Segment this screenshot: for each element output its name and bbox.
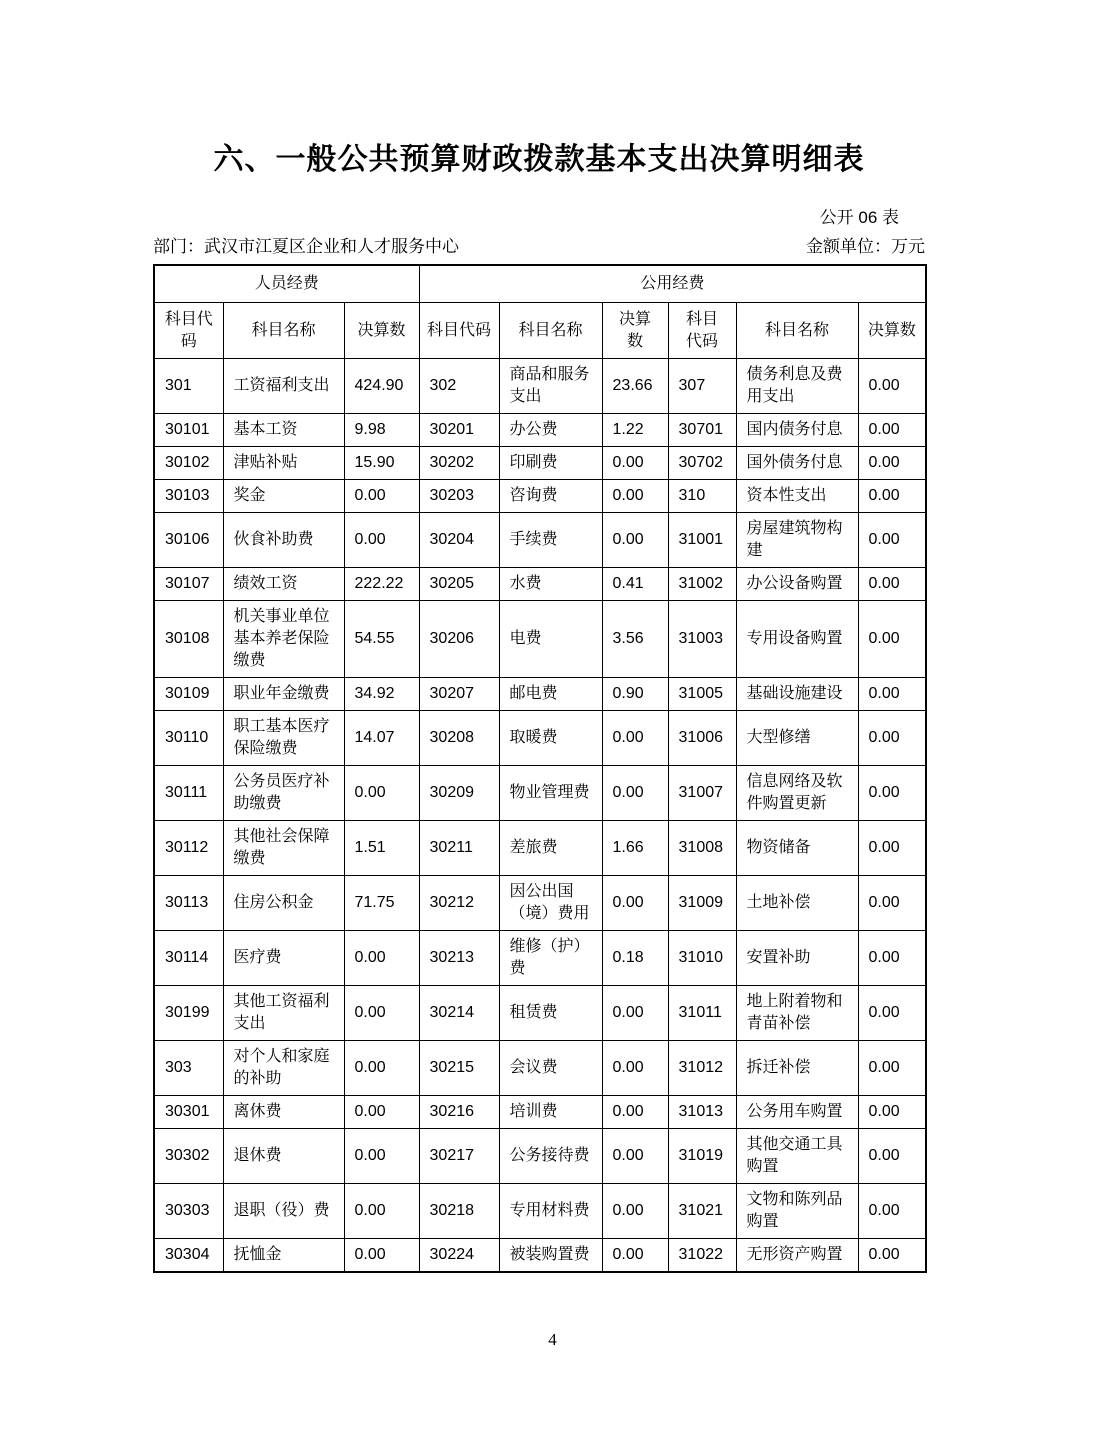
final-amount-cell: 0.00 — [602, 1239, 668, 1273]
subject-code-cell: 31010 — [668, 931, 736, 986]
subject-name-cell: 安置补助 — [736, 931, 858, 986]
subject-code-cell: 30110 — [154, 711, 223, 766]
subject-code-cell: 30302 — [154, 1129, 223, 1184]
table-row — [154, 359, 926, 414]
subject-name-cell: 其他交通工具购置 — [736, 1129, 858, 1184]
subject-name-cell: 文物和陈列品购置 — [736, 1184, 858, 1239]
page-title: 六、一般公共预算财政拨款基本支出决算明细表 — [213, 143, 865, 176]
table-row — [154, 931, 926, 986]
table-row — [154, 1041, 926, 1096]
final-amount-cell: 0.00 — [858, 480, 926, 513]
table-row — [154, 480, 926, 513]
subject-code-cell: 303 — [154, 1041, 223, 1096]
subject-code-cell: 31008 — [668, 821, 736, 876]
final-amount-cell: 0.00 — [602, 1096, 668, 1129]
subject-name-cell: 房屋建筑物构建 — [736, 513, 858, 568]
group-header-row — [154, 265, 926, 303]
subject-code-cell: 31002 — [668, 568, 736, 601]
final-amount-cell: 0.00 — [858, 766, 926, 821]
final-amount-cell: 1.66 — [602, 821, 668, 876]
subject-code-cell: 31013 — [668, 1096, 736, 1129]
subject-name-cell: 租赁费 — [499, 986, 602, 1041]
subject-name-cell: 奖金 — [223, 480, 344, 513]
subject-name-cell: 退职（役）费 — [223, 1184, 344, 1239]
header-subject-name-1: 科目名称 — [223, 303, 344, 359]
subject-code-cell: 30216 — [419, 1096, 499, 1129]
subject-code-cell: 30109 — [154, 678, 223, 711]
final-amount-cell: 0.00 — [858, 568, 926, 601]
subject-name-cell: 培训费 — [499, 1096, 602, 1129]
header-subject-name-2: 科目名称 — [499, 303, 602, 359]
subject-code-cell: 30701 — [668, 414, 736, 447]
subject-name-cell: 职业年金缴费 — [223, 678, 344, 711]
subject-name-cell: 差旅费 — [499, 821, 602, 876]
amount-unit-label: 金额单位：万元 — [806, 237, 925, 256]
subject-code-cell: 30111 — [154, 766, 223, 821]
subject-code-cell: 307 — [668, 359, 736, 414]
subject-code-cell: 30303 — [154, 1184, 223, 1239]
subject-name-cell: 取暖费 — [499, 711, 602, 766]
header-subject-code-3: 科目代码 — [668, 303, 736, 359]
final-amount-cell: 54.55 — [344, 601, 419, 678]
subject-code-cell: 30108 — [154, 601, 223, 678]
subject-code-cell: 30224 — [419, 1239, 499, 1273]
table-row — [154, 876, 926, 931]
subject-name-cell: 咨询费 — [499, 480, 602, 513]
subject-name-cell: 其他社会保障缴费 — [223, 821, 344, 876]
subject-name-cell: 地上附着物和青苗补偿 — [736, 986, 858, 1041]
header-subject-code-2: 科目代码 — [419, 303, 499, 359]
final-amount-cell: 0.00 — [602, 1129, 668, 1184]
final-amount-cell: 0.00 — [602, 1184, 668, 1239]
subject-code-cell: 30301 — [154, 1096, 223, 1129]
subject-name-cell: 因公出国（境）费用 — [499, 876, 602, 931]
table-row — [154, 447, 926, 480]
final-amount-cell: 0.00 — [858, 876, 926, 931]
final-amount-cell: 0.00 — [344, 1129, 419, 1184]
subject-code-cell: 30212 — [419, 876, 499, 931]
final-amount-cell: 0.00 — [344, 766, 419, 821]
final-amount-cell: 0.00 — [858, 1041, 926, 1096]
subject-name-cell: 大型修缮 — [736, 711, 858, 766]
final-amount-cell: 0.00 — [602, 480, 668, 513]
meta-row — [153, 237, 925, 257]
final-amount-cell: 0.00 — [858, 1096, 926, 1129]
final-amount-cell: 0.00 — [602, 447, 668, 480]
subject-name-cell: 债务利息及费用支出 — [736, 359, 858, 414]
group-header-public-funds: 公用经费 — [419, 265, 926, 303]
table-row — [154, 1239, 926, 1273]
table-row — [154, 711, 926, 766]
subject-name-cell: 职工基本医疗保险缴费 — [223, 711, 344, 766]
subject-code-cell: 310 — [668, 480, 736, 513]
subject-name-cell: 公务员医疗补助缴费 — [223, 766, 344, 821]
subject-name-cell: 会议费 — [499, 1041, 602, 1096]
subject-name-cell: 退休费 — [223, 1129, 344, 1184]
final-amount-cell: 0.00 — [858, 447, 926, 480]
subject-name-cell: 住房公积金 — [223, 876, 344, 931]
final-amount-cell: 0.00 — [344, 513, 419, 568]
final-amount-cell: 34.92 — [344, 678, 419, 711]
department-label: 部门：武汉市江夏区企业和人才服务中心 — [153, 237, 459, 256]
subject-code-cell: 30102 — [154, 447, 223, 480]
final-amount-cell: 222.22 — [344, 568, 419, 601]
subject-name-cell: 机关事业单位基本养老保险缴费 — [223, 601, 344, 678]
final-amount-cell: 15.90 — [344, 447, 419, 480]
subject-name-cell: 伙食补助费 — [223, 513, 344, 568]
subject-name-cell: 国外债务付息 — [736, 447, 858, 480]
table-row — [154, 1096, 926, 1129]
subject-name-cell: 绩效工资 — [223, 568, 344, 601]
subject-code-cell: 30112 — [154, 821, 223, 876]
subject-code-cell: 31019 — [668, 1129, 736, 1184]
table-row — [154, 414, 926, 447]
subject-name-cell: 其他工资福利支出 — [223, 986, 344, 1041]
subject-code-cell: 30208 — [419, 711, 499, 766]
header-subject-name-3: 科目名称 — [736, 303, 858, 359]
subject-name-cell: 拆迁补偿 — [736, 1041, 858, 1096]
subject-code-cell: 30199 — [154, 986, 223, 1041]
final-amount-cell: 71.75 — [344, 876, 419, 931]
subject-name-cell: 基础设施建设 — [736, 678, 858, 711]
subject-name-cell: 手续费 — [499, 513, 602, 568]
subject-name-cell: 医疗费 — [223, 931, 344, 986]
subject-code-cell: 30106 — [154, 513, 223, 568]
final-amount-cell: 0.00 — [858, 1239, 926, 1273]
subject-code-cell: 31006 — [668, 711, 736, 766]
subject-name-cell: 无形资产购置 — [736, 1239, 858, 1273]
final-amount-cell: 0.00 — [858, 711, 926, 766]
subject-code-cell: 30304 — [154, 1239, 223, 1273]
page-number: 4 — [548, 1330, 557, 1349]
header-final-amount-3: 决算数 — [858, 303, 926, 359]
final-amount-cell: 0.00 — [602, 766, 668, 821]
final-amount-cell: 9.98 — [344, 414, 419, 447]
final-amount-cell: 23.66 — [602, 359, 668, 414]
subject-code-cell: 30113 — [154, 876, 223, 931]
table-row — [154, 678, 926, 711]
subject-name-cell: 抚恤金 — [223, 1239, 344, 1273]
final-amount-cell: 0.00 — [858, 821, 926, 876]
subject-code-cell: 31007 — [668, 766, 736, 821]
final-amount-cell: 0.00 — [858, 359, 926, 414]
subject-code-cell: 30204 — [419, 513, 499, 568]
subject-code-cell: 302 — [419, 359, 499, 414]
subject-name-cell: 专用设备购置 — [736, 601, 858, 678]
subject-name-cell: 专用材料费 — [499, 1184, 602, 1239]
subject-code-cell: 31009 — [668, 876, 736, 931]
final-amount-cell: 0.00 — [858, 513, 926, 568]
final-amount-cell: 0.00 — [858, 986, 926, 1041]
public-table-label: 公开 06 表 — [819, 208, 899, 227]
subject-code-cell: 30202 — [419, 447, 499, 480]
final-amount-cell: 0.00 — [344, 1096, 419, 1129]
subject-name-cell: 被装购置费 — [499, 1239, 602, 1273]
subject-name-cell: 水费 — [499, 568, 602, 601]
final-amount-cell: 0.00 — [858, 601, 926, 678]
subject-code-cell: 31012 — [668, 1041, 736, 1096]
final-amount-cell: 0.00 — [602, 513, 668, 568]
subject-name-cell: 商品和服务支出 — [499, 359, 602, 414]
subject-name-cell: 维修（护）费 — [499, 931, 602, 986]
subject-name-cell: 工资福利支出 — [223, 359, 344, 414]
subject-code-cell: 30218 — [419, 1184, 499, 1239]
table-row — [154, 986, 926, 1041]
final-amount-cell: 1.51 — [344, 821, 419, 876]
subject-code-cell: 30114 — [154, 931, 223, 986]
subject-name-cell: 邮电费 — [499, 678, 602, 711]
subject-name-cell: 津贴补贴 — [223, 447, 344, 480]
final-amount-cell: 3.56 — [602, 601, 668, 678]
subject-name-cell: 资本性支出 — [736, 480, 858, 513]
document-content — [153, 0, 925, 1273]
final-amount-cell: 0.00 — [858, 678, 926, 711]
subject-code-cell: 30107 — [154, 568, 223, 601]
subject-code-cell: 30207 — [419, 678, 499, 711]
final-amount-cell: 0.00 — [602, 876, 668, 931]
subject-code-cell: 30103 — [154, 480, 223, 513]
final-amount-cell: 0.00 — [858, 931, 926, 986]
subject-code-cell: 30702 — [668, 447, 736, 480]
table-row — [154, 1184, 926, 1239]
subject-name-cell: 国内债务付息 — [736, 414, 858, 447]
subject-code-cell: 30215 — [419, 1041, 499, 1096]
subject-name-cell: 印刷费 — [499, 447, 602, 480]
subject-name-cell: 物业管理费 — [499, 766, 602, 821]
subject-name-cell: 离休费 — [223, 1096, 344, 1129]
header-final-amount-1: 决算数 — [344, 303, 419, 359]
subject-name-cell: 物资储备 — [736, 821, 858, 876]
final-amount-cell: 0.18 — [602, 931, 668, 986]
final-amount-cell: 0.90 — [602, 678, 668, 711]
final-amount-cell: 0.00 — [344, 986, 419, 1041]
subject-name-cell: 电费 — [499, 601, 602, 678]
subject-name-cell: 公务接待费 — [499, 1129, 602, 1184]
group-header-personnel-funds: 人员经费 — [154, 265, 419, 303]
final-amount-cell: 0.00 — [344, 480, 419, 513]
table-row — [154, 568, 926, 601]
subject-code-cell: 30101 — [154, 414, 223, 447]
table-row — [154, 601, 926, 678]
subject-code-cell: 30211 — [419, 821, 499, 876]
table-row — [154, 513, 926, 568]
subject-name-cell: 土地补偿 — [736, 876, 858, 931]
header-subject-code-1: 科目代码 — [154, 303, 223, 359]
subject-code-cell: 30206 — [419, 601, 499, 678]
subject-code-cell: 30201 — [419, 414, 499, 447]
table-body — [154, 359, 926, 1273]
subject-code-cell: 30217 — [419, 1129, 499, 1184]
column-header-row — [154, 303, 926, 359]
final-amount-cell: 0.00 — [602, 1041, 668, 1096]
subject-code-cell: 31022 — [668, 1239, 736, 1273]
final-amount-cell: 0.00 — [858, 414, 926, 447]
subject-name-cell: 对个人和家庭的补助 — [223, 1041, 344, 1096]
subject-code-cell: 301 — [154, 359, 223, 414]
subject-name-cell: 办公设备购置 — [736, 568, 858, 601]
subject-code-cell: 31005 — [668, 678, 736, 711]
subject-name-cell: 公务用车购置 — [736, 1096, 858, 1129]
header-final-amount-2: 决算数 — [602, 303, 668, 359]
final-amount-cell: 0.00 — [344, 1041, 419, 1096]
subject-code-cell: 30205 — [419, 568, 499, 601]
table-row — [154, 821, 926, 876]
final-amount-cell: 0.00 — [602, 711, 668, 766]
final-amount-cell: 0.00 — [344, 1184, 419, 1239]
subject-code-cell: 30214 — [419, 986, 499, 1041]
subject-name-cell: 办公费 — [499, 414, 602, 447]
subject-code-cell: 31011 — [668, 986, 736, 1041]
final-amount-cell: 0.00 — [858, 1184, 926, 1239]
subject-code-cell: 30209 — [419, 766, 499, 821]
subject-code-cell: 31003 — [668, 601, 736, 678]
final-amount-cell: 0.00 — [858, 1129, 926, 1184]
final-amount-cell: 0.00 — [344, 931, 419, 986]
final-amount-cell: 0.00 — [602, 986, 668, 1041]
final-amount-cell: 0.00 — [344, 1239, 419, 1273]
subject-name-cell: 信息网络及软件购置更新 — [736, 766, 858, 821]
subject-code-cell: 30203 — [419, 480, 499, 513]
table-row — [154, 1129, 926, 1184]
table-row — [154, 766, 926, 821]
final-amount-cell: 1.22 — [602, 414, 668, 447]
subject-code-cell: 31021 — [668, 1184, 736, 1239]
final-amount-cell: 424.90 — [344, 359, 419, 414]
subject-code-cell: 30213 — [419, 931, 499, 986]
subject-name-cell: 基本工资 — [223, 414, 344, 447]
subject-code-cell: 31001 — [668, 513, 736, 568]
budget-table — [153, 264, 927, 1273]
final-amount-cell: 0.41 — [602, 568, 668, 601]
final-amount-cell: 14.07 — [344, 711, 419, 766]
